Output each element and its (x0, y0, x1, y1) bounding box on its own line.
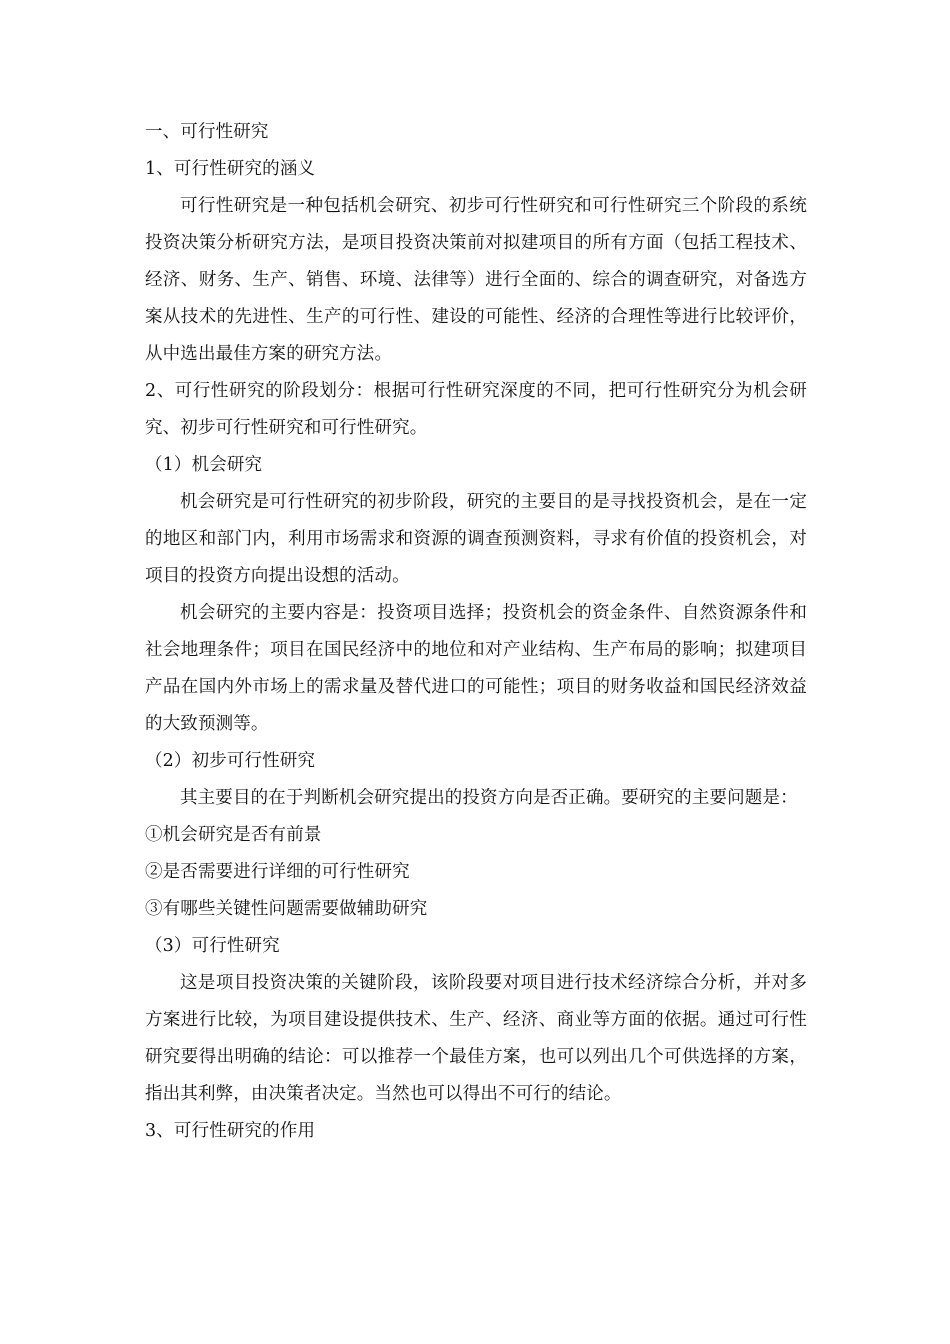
paragraph-opportunity-content: 机会研究的主要内容是：投资项目选择；投资机会的资金条件、自然资源条件和社会地理条件；项目在国民经济中的地位和对产业结构、生产布局的影响；拟建项目产品在国内外市场上的需求量及替代进口的可能性；项目的财务收益和国民经济效益的大致预测等。 (145, 603, 807, 734)
subsection-heading-role: 3、可行性研究的作用 (145, 1121, 316, 1141)
paragraph-preliminary: 其主要目的在于判断机会研究提出的投资方向是否正确。要研究的主要问题是： (180, 788, 798, 808)
list-item: ③有哪些关键性问题需要做辅助研究 (145, 899, 428, 919)
paragraph-opportunity-purpose: 机会研究是可行性研究的初步阶段，研究的主要目的是寻找投资机会，是在一定的地区和部门内，利用市场需求和资源的调查预测资料，寻求有价值的投资机会，对项目的投资方向提出设想的活动。 (145, 492, 807, 586)
list-item: ②是否需要进行详细的可行性研究 (145, 862, 410, 882)
stage-heading-preliminary: （2）初步可行性研究 (145, 751, 316, 771)
list-item: ①机会研究是否有前景 (145, 825, 322, 845)
subsection-heading-definition: 1、可行性研究的涵义 (145, 159, 316, 179)
section-heading: 一、可行性研究 (145, 122, 269, 142)
subsection-heading-stages: 2、可行性研究的阶段划分：根据可行性研究深度的不同，把可行性研究分为机会研究、初步可行性研究和可行性研究。 (145, 381, 807, 438)
document-body (145, 114, 807, 1150)
stage-heading-feasibility: （3）可行性研究 (145, 936, 280, 956)
paragraph-definition: 可行性研究是一种包括机会研究、初步可行性研究和可行性研究三个阶段的系统投资决策分析研究方法，是项目投资决策前对拟建项目的所有方面（包括工程技术、经济、财务、生产、销售、环境、法律等）进行全面的、综合的调查研究，对备选方案从技术的先进性、生产的可行性、建设的可能性、经济的合理性等进行比较评价，从中选出最佳方案的研究方法。 (145, 196, 807, 364)
stage-heading-opportunity: （1）机会研究 (145, 455, 263, 475)
paragraph-feasibility: 这是项目投资决策的关键阶段，该阶段要对项目进行技术经济综合分析，并对多方案进行比较，为项目建设提供技术、生产、经济、商业等方面的依据。通过可行性研究要得出明确的结论：可以推荐一个最佳方案，也可以列出几个可供选择的方案，指出其利弊，由决策者决定。当然也可以得出不可行的结论。 (145, 973, 807, 1104)
